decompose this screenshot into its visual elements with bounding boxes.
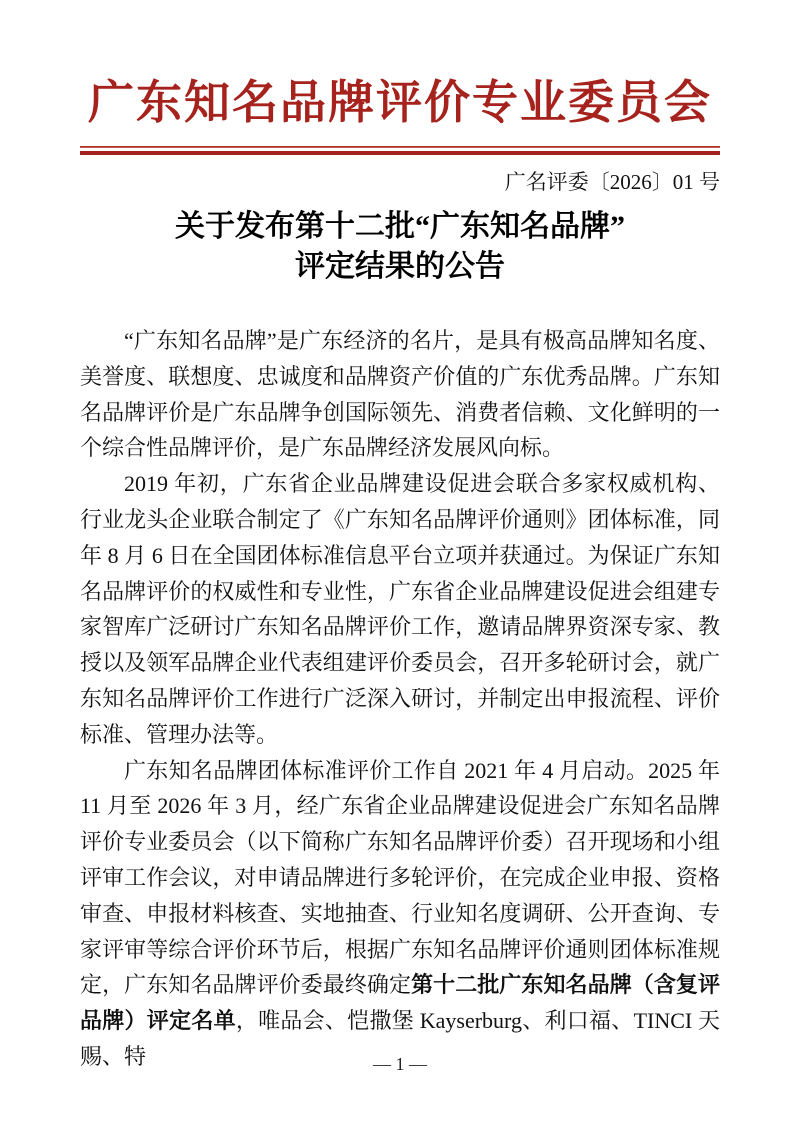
body-paragraph-3-bold-list-title: 第十二批广东知名品牌（含复评品牌）评定名单 bbox=[80, 972, 720, 1034]
red-divider-rule bbox=[80, 146, 720, 155]
red-divider-thick-line bbox=[80, 151, 720, 155]
body-paragraph-2: 2019 年初，广东省企业品牌建设促进会联合多家权威机构、行业龙头企业联合制定了《广东知名品牌评价通则》团体标准，同年 8 月 6 日在全国团体标准信息平台立项并获通过。为保证广东知名品牌评价的权威性和专业性，广东省企业品牌建设促进会组建专家智库广泛研讨广东知名品牌评价工作，邀请品牌界资深专家、教授以及领军品牌企业代表组建评价委员会，召开多轮研讨会，就广东知名品牌评价工作进行广泛深入研讨，并制定出申报流程、评价标准、管理办法等。 bbox=[80, 471, 720, 747]
document-title-line2: 评定结果的公告 bbox=[295, 250, 505, 283]
body-paragraph-1: “广东知名品牌”是广东经济的名片，是具有极高品牌知名度、美誉度、联想度、忠诚度和品牌资产价值的广东优秀品牌。广东知名品牌评价是广东品牌争创国际领先、消费者信赖、文化鲜明的一个综合性品牌评价，是广东品牌经济发展风向标。 bbox=[80, 328, 720, 461]
letterhead-org-title: 广东知名品牌评价专业委员会 bbox=[88, 77, 712, 128]
page-number: — 1 — bbox=[373, 1054, 427, 1074]
document-number: 广名评委〔2026〕01 号 bbox=[504, 170, 720, 194]
document-body bbox=[80, 323, 720, 1075]
body-paragraph-3-text: 广东知名品牌团体标准评价工作自 2021 年 4 月启动。2025 年 11 月至 2026 年 3 月，经广东省企业品牌建设促进会广东知名品牌评价专业委员会（以下简称广东知名品牌评价委）召开现场和小组评审工作会议，对申请品牌进行多轮评价，在完成企业申报、资格审查、申报材料核查、实地抽查、行业知名度调研、公开查询、专家评审等综合评价环节后，根据广东知名品牌评价通则团体标准规定，广东知名品牌评价委最终确定 bbox=[80, 757, 720, 998]
document-title-line1: 关于发布第十二批“广东知名品牌” bbox=[175, 210, 625, 243]
body-paragraph-3 bbox=[80, 753, 720, 1075]
body-paragraph-3-continuation: ，唯品会、恺撒堡 Kayserburg、利口福、TINCI 天赐、特 bbox=[80, 1008, 720, 1069]
document-title bbox=[0, 207, 800, 287]
